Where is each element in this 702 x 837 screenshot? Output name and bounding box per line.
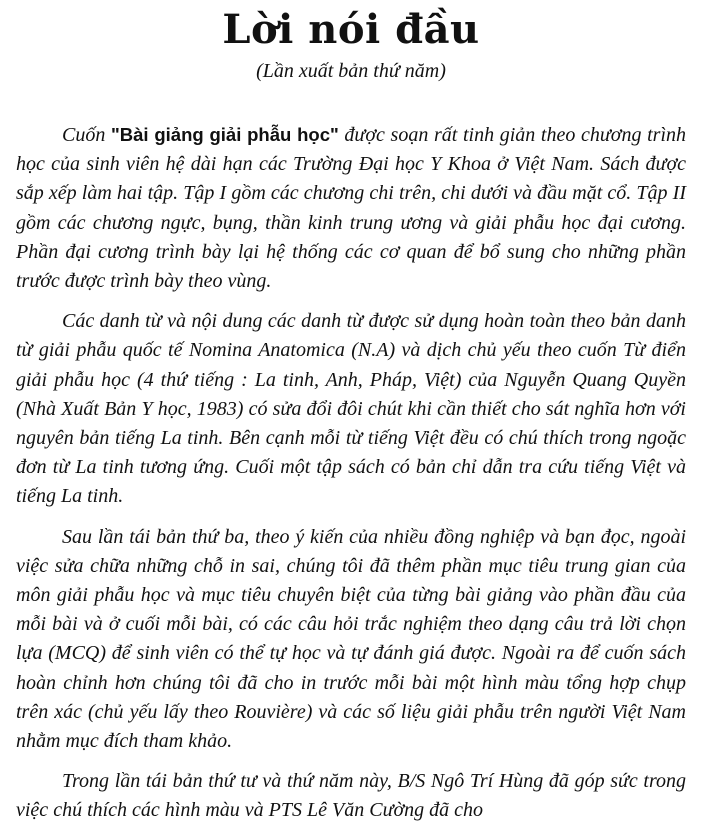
book-title: "Bài giảng giải phẫu học" bbox=[111, 124, 339, 145]
paragraph-3: Sau lần tái bản thứ ba, theo ý kiến của nhiều đồng nghiệp và bạn đọc, ngoài việc sửa chữa những chỗ in sai, chúng tôi đã thêm phần mục tiêu trung gian của môn giải phẫu học và mục tiêu chuyên biệt của từng bài giảng vào phần đầu của mỗi bài và ở cuối mỗi bài, có các câu hỏi trắc nghiệm theo dạng câu trả lời chọn lựa (MCQ) để sinh viên có thể tự học và tự đánh giá được. Ngoài ra để cuốn sách hoàn chỉnh hơn chúng tôi đã cho in trước mỗi bài một hình màu tổng hợp chụp trên xác (chủ yếu lấy theo Rouvière) và các số liệu giải phẫu trên người Việt Nam nhằm mục đích tham khảo. bbox=[16, 525, 686, 753]
document-page bbox=[0, 4, 702, 837]
preface-body bbox=[16, 120, 686, 826]
paragraph-1 bbox=[16, 120, 686, 296]
page-title: Lời nói đầu bbox=[222, 6, 480, 53]
paragraph-1-rest: được soạn rất tinh giản theo chương trình học của sinh viên hệ dài hạn các Trường Đại học Y Khoa ở Việt Nam. Sách được sắp xếp làm hai tập. Tập I gồm các chương chi trên, chi dưới và đầu mặt cổ. Tập II gồm các chương ngực, bụng, thần kinh trung ương và giải phẫu học đại cương. Phần đại cương trình bày lại hệ thống các cơ quan để bổ sung cho những phần trước được trình bày theo vùng. bbox=[16, 124, 687, 293]
paragraph-2: Các danh từ và nội dung các danh từ được sử dụng hoàn toàn theo bản danh từ giải phẫu quốc tế Nomina Anatomica (N.A) và dịch chủ yếu theo cuốn Từ điển giải phẫu học (4 thứ tiếng : La tinh, Anh, Pháp, Việt) của Nguyễn Quang Quyền (Nhà Xuất Bản Y học, 1983) có sửa đổi đôi chút khi cần thiết cho sát nghĩa hơn với nguyên bản tiếng La tinh. Bên cạnh mỗi từ tiếng Việt đều có chú thích trong ngoặc đơn từ La tinh tương ứng. Cuối một tập sách có bản chỉ dẫn tra cứu tiếng Việt và tiếng La tinh. bbox=[16, 310, 686, 508]
paragraph-1-lead: Cuốn bbox=[62, 124, 111, 146]
paragraph-4: Trong lần tái bản thứ tư và thứ năm này, B/S Ngô Trí Hùng đã góp sức trong việc chú thích các hình màu và PTS Lê Văn Cường đã cho bbox=[16, 770, 686, 822]
edition-subtitle: (Lần xuất bản thứ năm) bbox=[256, 60, 446, 82]
